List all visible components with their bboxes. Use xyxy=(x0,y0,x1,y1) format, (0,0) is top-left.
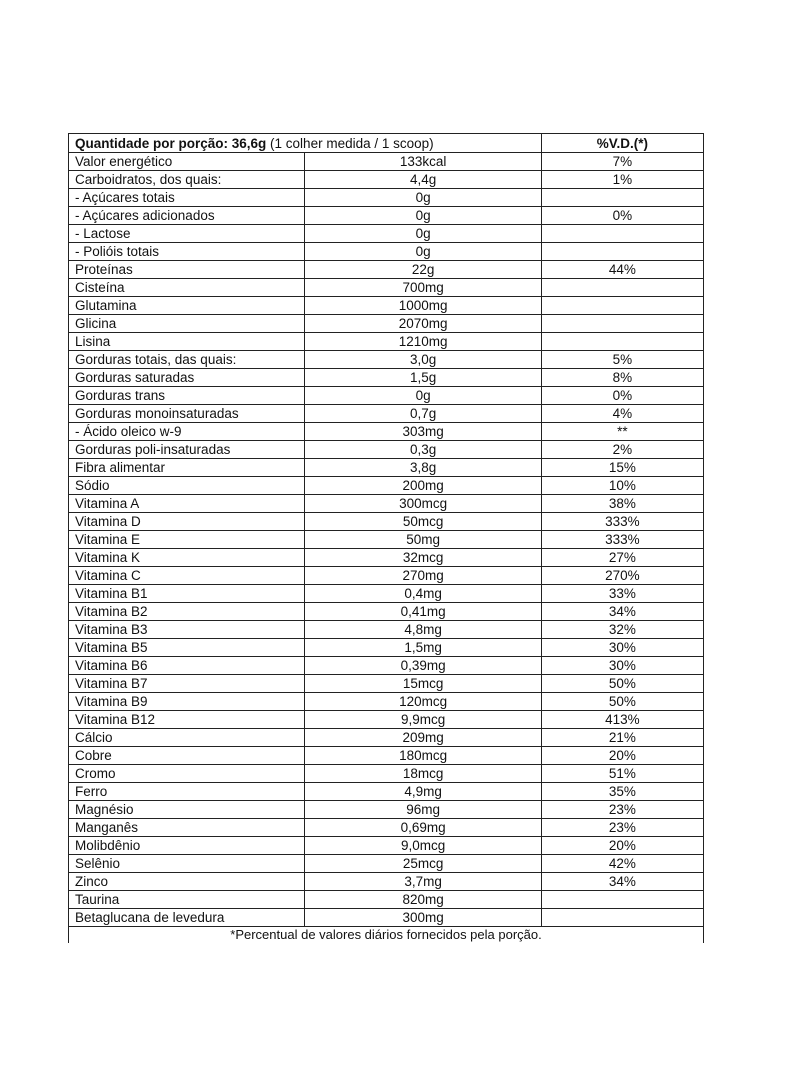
nutrient-amount: 0,69mg xyxy=(305,819,541,837)
table-row xyxy=(69,765,704,783)
table-row xyxy=(69,891,704,909)
nutrient-amount: 4,4g xyxy=(305,171,541,189)
nutrient-name: Cálcio xyxy=(69,729,305,747)
nutrient-amount: 3,7mg xyxy=(305,873,541,891)
nutrient-name: - Lactose xyxy=(69,225,305,243)
nutrient-amount: 120mcg xyxy=(305,693,541,711)
table-row xyxy=(69,621,704,639)
nutrient-daily-value: 50% xyxy=(541,675,703,693)
nutrient-amount: 50mg xyxy=(305,531,541,549)
table-row xyxy=(69,693,704,711)
nutrient-daily-value: 21% xyxy=(541,729,703,747)
nutrient-name: Manganês xyxy=(69,819,305,837)
nutrient-name: Gorduras poli-insaturadas xyxy=(69,441,305,459)
nutrient-name: - Açúcares adicionados xyxy=(69,207,305,225)
table-row xyxy=(69,675,704,693)
nutrient-amount: 1,5mg xyxy=(305,639,541,657)
nutrient-name: - Polióis totais xyxy=(69,243,305,261)
nutrient-amount: 0g xyxy=(305,243,541,261)
nutrient-daily-value xyxy=(541,891,703,909)
table-row xyxy=(69,405,704,423)
table-row xyxy=(69,783,704,801)
table-row xyxy=(69,837,704,855)
table-row xyxy=(69,531,704,549)
table-row xyxy=(69,243,704,261)
nutrient-daily-value: 10% xyxy=(541,477,703,495)
nutrient-daily-value: 0% xyxy=(541,207,703,225)
nutrient-name: Gorduras totais, das quais: xyxy=(69,351,305,369)
nutrient-daily-value: 34% xyxy=(541,873,703,891)
table-row xyxy=(69,225,704,243)
nutrient-daily-value: 42% xyxy=(541,855,703,873)
nutrient-amount: 32mcg xyxy=(305,549,541,567)
table-row xyxy=(69,387,704,405)
nutrient-daily-value: 15% xyxy=(541,459,703,477)
table-row xyxy=(69,819,704,837)
table-row xyxy=(69,513,704,531)
nutrient-amount: 303mg xyxy=(305,423,541,441)
nutrient-amount: 3,0g xyxy=(305,351,541,369)
table-row xyxy=(69,855,704,873)
nutrient-amount: 4,8mg xyxy=(305,621,541,639)
nutrient-amount: 9,9mcg xyxy=(305,711,541,729)
nutrient-amount: 4,9mg xyxy=(305,783,541,801)
nutrient-amount: 0g xyxy=(305,387,541,405)
nutrient-name: Ferro xyxy=(69,783,305,801)
nutrient-amount: 0,3g xyxy=(305,441,541,459)
nutrient-daily-value: 23% xyxy=(541,801,703,819)
nutrient-name: Vitamina B2 xyxy=(69,603,305,621)
table-row xyxy=(69,657,704,675)
nutrient-daily-value: 270% xyxy=(541,567,703,585)
nutrient-daily-value xyxy=(541,279,703,297)
table-row xyxy=(69,909,704,927)
table-row xyxy=(69,585,704,603)
nutrient-name: Magnésio xyxy=(69,801,305,819)
nutrient-name: Molibdênio xyxy=(69,837,305,855)
nutrient-name: Selênio xyxy=(69,855,305,873)
nutrient-amount: 133kcal xyxy=(305,153,541,171)
nutrient-name: Vitamina D xyxy=(69,513,305,531)
nutrient-name: Glicina xyxy=(69,315,305,333)
nutrient-amount: 700mg xyxy=(305,279,541,297)
nutrient-name: - Açúcares totais xyxy=(69,189,305,207)
nutrient-daily-value: 50% xyxy=(541,693,703,711)
nutrient-amount: 270mg xyxy=(305,567,541,585)
nutrient-amount: 50mcg xyxy=(305,513,541,531)
nutrient-name: Vitamina E xyxy=(69,531,305,549)
nutrient-daily-value: 333% xyxy=(541,513,703,531)
table-row xyxy=(69,171,704,189)
nutrient-name: Gorduras trans xyxy=(69,387,305,405)
table-row xyxy=(69,207,704,225)
table-row xyxy=(69,711,704,729)
nutrient-name: Gorduras monoinsaturadas xyxy=(69,405,305,423)
nutrient-daily-value: 32% xyxy=(541,621,703,639)
nutrient-daily-value: 51% xyxy=(541,765,703,783)
nutrition-facts-panel xyxy=(68,133,704,943)
nutrient-daily-value xyxy=(541,909,703,927)
nutrient-name: Cobre xyxy=(69,747,305,765)
nutrient-name: Taurina xyxy=(69,891,305,909)
nutrient-daily-value: 34% xyxy=(541,603,703,621)
nutrient-name: Proteínas xyxy=(69,261,305,279)
nutrient-amount: 2070mg xyxy=(305,315,541,333)
table-row xyxy=(69,297,704,315)
nutrient-name: Cromo xyxy=(69,765,305,783)
footnote: *Percentual de valores diários fornecidos pela porção. xyxy=(68,927,704,943)
daily-value-header: %V.D.(*) xyxy=(541,134,703,153)
nutrient-amount: 0,41mg xyxy=(305,603,541,621)
table-row xyxy=(69,279,704,297)
nutrient-name: Carboidratos, dos quais: xyxy=(69,171,305,189)
table-row xyxy=(69,729,704,747)
nutrient-daily-value: 7% xyxy=(541,153,703,171)
nutrient-daily-value: 20% xyxy=(541,747,703,765)
table-row xyxy=(69,369,704,387)
table-row xyxy=(69,153,704,171)
nutrient-amount: 180mcg xyxy=(305,747,541,765)
nutrient-name: Vitamina B12 xyxy=(69,711,305,729)
nutrient-name: Betaglucana de levedura xyxy=(69,909,305,927)
table-row xyxy=(69,873,704,891)
nutrient-amount: 22g xyxy=(305,261,541,279)
table-row xyxy=(69,477,704,495)
table-row xyxy=(69,603,704,621)
nutrient-daily-value xyxy=(541,243,703,261)
nutrient-name: Vitamina B6 xyxy=(69,657,305,675)
table-row xyxy=(69,189,704,207)
nutrient-daily-value: ** xyxy=(541,423,703,441)
nutrient-daily-value: 35% xyxy=(541,783,703,801)
nutrient-daily-value: 4% xyxy=(541,405,703,423)
nutrient-amount: 15mcg xyxy=(305,675,541,693)
table-row xyxy=(69,441,704,459)
nutrient-daily-value: 2% xyxy=(541,441,703,459)
table-header-row xyxy=(69,134,704,153)
nutrient-name: Vitamina B9 xyxy=(69,693,305,711)
table-row xyxy=(69,315,704,333)
nutrient-daily-value: 5% xyxy=(541,351,703,369)
nutrient-name: Valor energético xyxy=(69,153,305,171)
nutrient-daily-value: 8% xyxy=(541,369,703,387)
table-row xyxy=(69,351,704,369)
nutrient-amount: 0,7g xyxy=(305,405,541,423)
nutrient-amount: 820mg xyxy=(305,891,541,909)
nutrient-daily-value: 30% xyxy=(541,639,703,657)
nutrient-daily-value: 27% xyxy=(541,549,703,567)
nutrient-amount: 1210mg xyxy=(305,333,541,351)
nutrient-name: Vitamina B3 xyxy=(69,621,305,639)
nutrient-amount: 0g xyxy=(305,207,541,225)
nutrient-name: Sódio xyxy=(69,477,305,495)
table-row xyxy=(69,567,704,585)
serving-size-cell xyxy=(69,134,542,153)
table-row xyxy=(69,459,704,477)
nutrient-name: Vitamina B7 xyxy=(69,675,305,693)
nutrient-name: Vitamina K xyxy=(69,549,305,567)
nutrient-name: Cisteína xyxy=(69,279,305,297)
serving-size-extra: (1 colher medida / 1 scoop) xyxy=(270,135,434,151)
nutrient-amount: 209mg xyxy=(305,729,541,747)
nutrient-daily-value xyxy=(541,189,703,207)
nutrient-amount: 0g xyxy=(305,189,541,207)
nutrient-daily-value: 0% xyxy=(541,387,703,405)
serving-size-label: Quantidade por porção: 36,6g xyxy=(75,135,267,151)
nutrient-daily-value: 38% xyxy=(541,495,703,513)
nutrient-name: Fibra alimentar xyxy=(69,459,305,477)
nutrient-daily-value xyxy=(541,225,703,243)
nutrient-amount: 1000mg xyxy=(305,297,541,315)
table-row xyxy=(69,261,704,279)
nutrient-daily-value: 1% xyxy=(541,171,703,189)
nutrient-amount: 18mcg xyxy=(305,765,541,783)
table-row xyxy=(69,549,704,567)
nutrient-amount: 0,4mg xyxy=(305,585,541,603)
table-row xyxy=(69,747,704,765)
nutrient-daily-value: 20% xyxy=(541,837,703,855)
nutrient-amount: 300mg xyxy=(305,909,541,927)
table-row xyxy=(69,639,704,657)
nutrient-daily-value: 30% xyxy=(541,657,703,675)
nutrient-amount: 96mg xyxy=(305,801,541,819)
table-row xyxy=(69,495,704,513)
nutrient-name: Vitamina B5 xyxy=(69,639,305,657)
nutrient-amount: 1,5g xyxy=(305,369,541,387)
nutrient-amount: 0,39mg xyxy=(305,657,541,675)
nutrient-name: - Ácido oleico w-9 xyxy=(69,423,305,441)
nutrient-daily-value: 44% xyxy=(541,261,703,279)
nutrient-daily-value: 23% xyxy=(541,819,703,837)
nutrient-daily-value: 33% xyxy=(541,585,703,603)
nutrient-daily-value xyxy=(541,333,703,351)
nutrient-daily-value: 413% xyxy=(541,711,703,729)
table-row xyxy=(69,423,704,441)
nutrient-amount: 0g xyxy=(305,225,541,243)
nutrient-name: Gorduras saturadas xyxy=(69,369,305,387)
nutrient-name: Vitamina C xyxy=(69,567,305,585)
table-row xyxy=(69,801,704,819)
nutrient-amount: 200mg xyxy=(305,477,541,495)
nutrition-table xyxy=(68,133,704,927)
table-row xyxy=(69,333,704,351)
nutrient-amount: 25mcg xyxy=(305,855,541,873)
nutrient-daily-value: 333% xyxy=(541,531,703,549)
nutrient-daily-value xyxy=(541,315,703,333)
nutrient-amount: 9,0mcg xyxy=(305,837,541,855)
nutrient-amount: 3,8g xyxy=(305,459,541,477)
nutrient-name: Vitamina A xyxy=(69,495,305,513)
nutrient-name: Lisina xyxy=(69,333,305,351)
nutrient-name: Zinco xyxy=(69,873,305,891)
nutrient-name: Glutamina xyxy=(69,297,305,315)
nutrient-daily-value xyxy=(541,297,703,315)
nutrient-amount: 300mcg xyxy=(305,495,541,513)
nutrient-name: Vitamina B1 xyxy=(69,585,305,603)
